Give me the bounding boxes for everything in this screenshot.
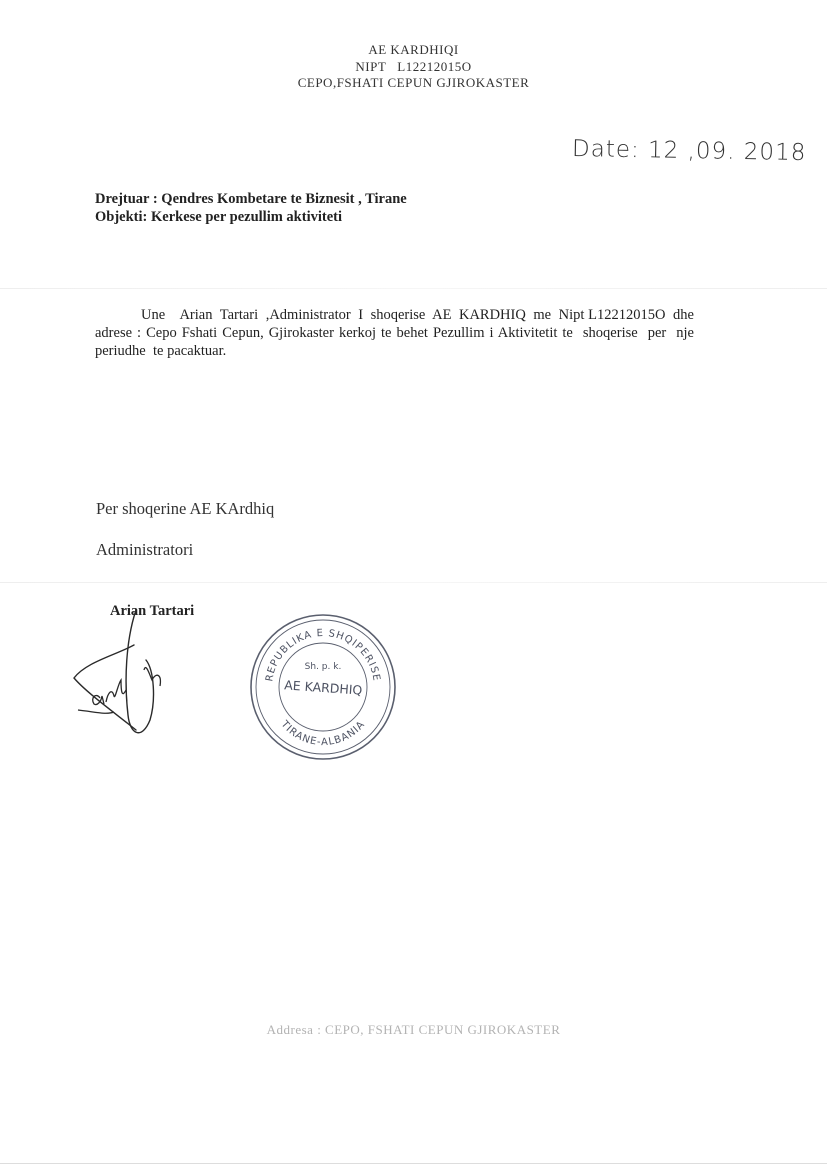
paper-fold-line	[0, 1163, 827, 1164]
recipient-line: Drejtuar : Qendres Kombetare te Biznesit , Tirane	[95, 191, 407, 207]
letter-body: Une Arian Tartari ,Administrator I shoqerise AE KARDHIQ me Nipt L12212015O dhe adrese : Cepo Fshati Cepun, Gjirokaster kerkoj te behet Pezullim i Aktivitetit te shoqerise per nje periudhe te pacaktuar.	[95, 307, 702, 359]
paper-fold-line	[0, 582, 827, 583]
stamp-type: Sh. p. k.	[304, 662, 342, 672]
letterhead-address: CEPO,FSHATI CEPUN GJIROKASTER	[297, 75, 530, 90]
stamp-name: AE KARDHIQ	[283, 677, 363, 698]
signer-name: Arian Tartari	[110, 603, 195, 619]
stamp-top-arc: REPUBLIKA E SHQIPERISE	[264, 627, 382, 683]
letterhead-company: AE KARDHIQI	[368, 42, 459, 57]
paper-fold-line	[0, 288, 827, 289]
closing-company: Per shoqerine AE KArdhiq	[96, 499, 275, 518]
recipient-block	[95, 190, 407, 226]
closing-role: Administratori	[96, 540, 194, 559]
stamp-bottom-arc: TIRANE-ALBANIA	[278, 718, 368, 749]
company-stamp	[248, 612, 398, 762]
footer-address: Addresa : CEPO, FSHATI CEPUN GJIROKASTER	[266, 1022, 561, 1037]
handwritten-date: Date: 12 ,09. 2018	[571, 135, 807, 167]
signature	[66, 600, 176, 750]
letterhead-nipt: NIPT L12212015O	[355, 58, 472, 74]
subject-line: Objekti: Kerkese per pezullim aktiviteti	[95, 209, 342, 225]
letterhead	[0, 42, 827, 92]
